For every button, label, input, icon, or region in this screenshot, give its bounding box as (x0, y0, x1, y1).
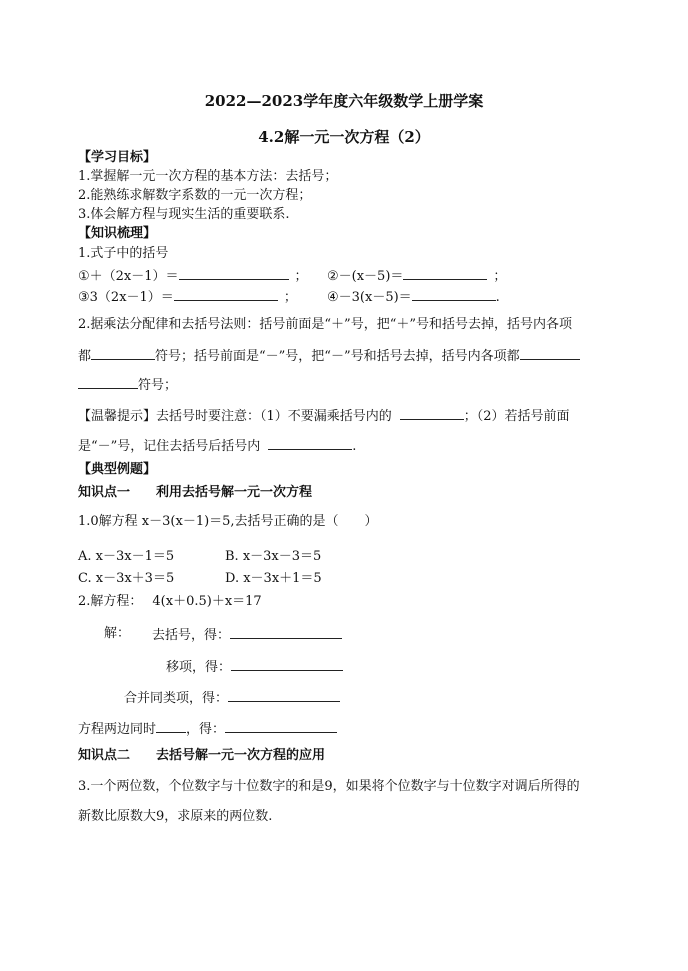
step-move-terms (166, 657, 343, 677)
answer-blank[interactable] (91, 346, 155, 360)
answer-blank[interactable] (412, 287, 496, 301)
step-combine-like-terms (124, 688, 340, 708)
option-d[interactable]: D. x－3x＋1＝5 (225, 571, 322, 586)
review-q1-item-2 (327, 266, 506, 286)
page-subtitle: 4.2解一元一次方程（2） (258, 128, 430, 146)
step-divide-both-sides (78, 719, 337, 739)
item-expression: ①＋（2x－1）＝ (78, 269, 179, 284)
answer-blank[interactable] (400, 406, 464, 420)
review-q2-line-3 (78, 375, 177, 395)
text-fragment: 是“－”号，记住去括号后括号内 (78, 439, 261, 454)
text-fragment: 符号；括号前面是“－”号，把“－”号和括号去掉，括号内各项都 (155, 349, 520, 364)
review-q2-line-2 (78, 346, 580, 366)
review-q1-item-1 (78, 266, 308, 286)
item-end: ； (294, 269, 308, 284)
option-a[interactable]: A. x－3x－1＝5 (78, 549, 175, 564)
objective-item-1: 1.掌握解一元一次方程的基本方法：去括号； (78, 169, 338, 184)
item-end: . (495, 290, 500, 305)
question-3-line-1: 3.一个两位数，个位数字与十位数字的和是9，如果将个位数字与十位数字对调后所得的 (78, 779, 580, 794)
step-expand-brackets (152, 625, 342, 645)
item-expression: ②－(x－5)＝ (327, 269, 404, 284)
tip-line-2 (78, 436, 356, 456)
objective-item-3: 3.体会解方程与现实生活的重要联系. (78, 207, 290, 222)
objective-item-2: 2.能熟练求解数字系数的一元一次方程； (78, 188, 312, 203)
text-fragment: . (352, 439, 357, 454)
step-label: 去括号，得： (152, 628, 231, 643)
question-2-stem (78, 593, 262, 611)
text-fragment: ；（2）若括号前面 (463, 409, 570, 424)
answer-blank[interactable] (403, 266, 487, 280)
text-fragment: 符号； (138, 378, 178, 393)
answer-blank[interactable] (174, 287, 278, 301)
review-q1-item-3 (78, 287, 297, 307)
stem-label: 2.解方程： (78, 594, 143, 609)
point-title: 去括号解一元一次方程的应用 (156, 748, 326, 763)
page-title: 2022—2023学年度六年级数学上册学案 (204, 92, 484, 110)
answer-blank[interactable] (230, 625, 342, 639)
answer-blank[interactable] (179, 266, 289, 280)
option-b[interactable]: B. x－3x－3＝5 (225, 549, 322, 564)
item-end: ； (283, 290, 297, 305)
answer-blank[interactable] (225, 719, 337, 733)
answer-blank[interactable] (156, 719, 186, 733)
review-q1-title: 1.式子中的括号 (78, 246, 169, 261)
text-fragment: 都 (78, 349, 92, 364)
point-title: 利用去括号解一元一次方程 (156, 485, 313, 500)
objectives-heading: 【学习目标】 (78, 150, 157, 165)
answer-blank[interactable] (520, 346, 580, 360)
answer-blank[interactable] (268, 436, 352, 450)
review-q1-item-4 (327, 287, 500, 307)
step-label: 方程两边同时 (78, 722, 157, 737)
answer-blank[interactable] (231, 657, 343, 671)
knowledge-point-2 (78, 747, 325, 765)
step-label: ，得： (186, 722, 226, 737)
answer-blank[interactable] (78, 375, 138, 389)
option-c[interactable]: C. x－3x＋3＝5 (78, 571, 175, 586)
step-label: 移项，得： (166, 660, 232, 675)
item-expression: ③3（2x－1）＝ (78, 290, 174, 305)
question-1-stem: 1.0解方程 x－3(x－1)＝5,去括号正确的是（ ） (78, 514, 378, 529)
item-end: ； (493, 269, 507, 284)
knowledge-point-1 (78, 484, 312, 502)
point-label: 知识点二 (78, 748, 131, 763)
point-label: 知识点一 (78, 485, 131, 500)
review-heading: 【知识梳理】 (78, 226, 157, 241)
equation: 4(x＋0.5)＋x＝17 (152, 594, 262, 609)
examples-heading: 【典型例题】 (78, 462, 157, 477)
review-q2-line-1: 2.据乘法分配律和去括号法则：括号前面是“＋”号，把“＋”号和括号去掉，括号内各项 (78, 317, 572, 332)
answer-blank[interactable] (228, 688, 340, 702)
question-3-line-2: 新数比原数大9，求原来的两位数. (78, 809, 273, 824)
item-expression: ④－3(x－5)＝ (327, 290, 412, 305)
step-label: 合并同类项，得： (124, 691, 229, 706)
text-fragment: 【温馨提示】去括号时要注意：（1）不要漏乘括号内的 (78, 409, 392, 424)
solve-label: 解： (104, 626, 131, 641)
tip-line-1 (78, 406, 570, 426)
